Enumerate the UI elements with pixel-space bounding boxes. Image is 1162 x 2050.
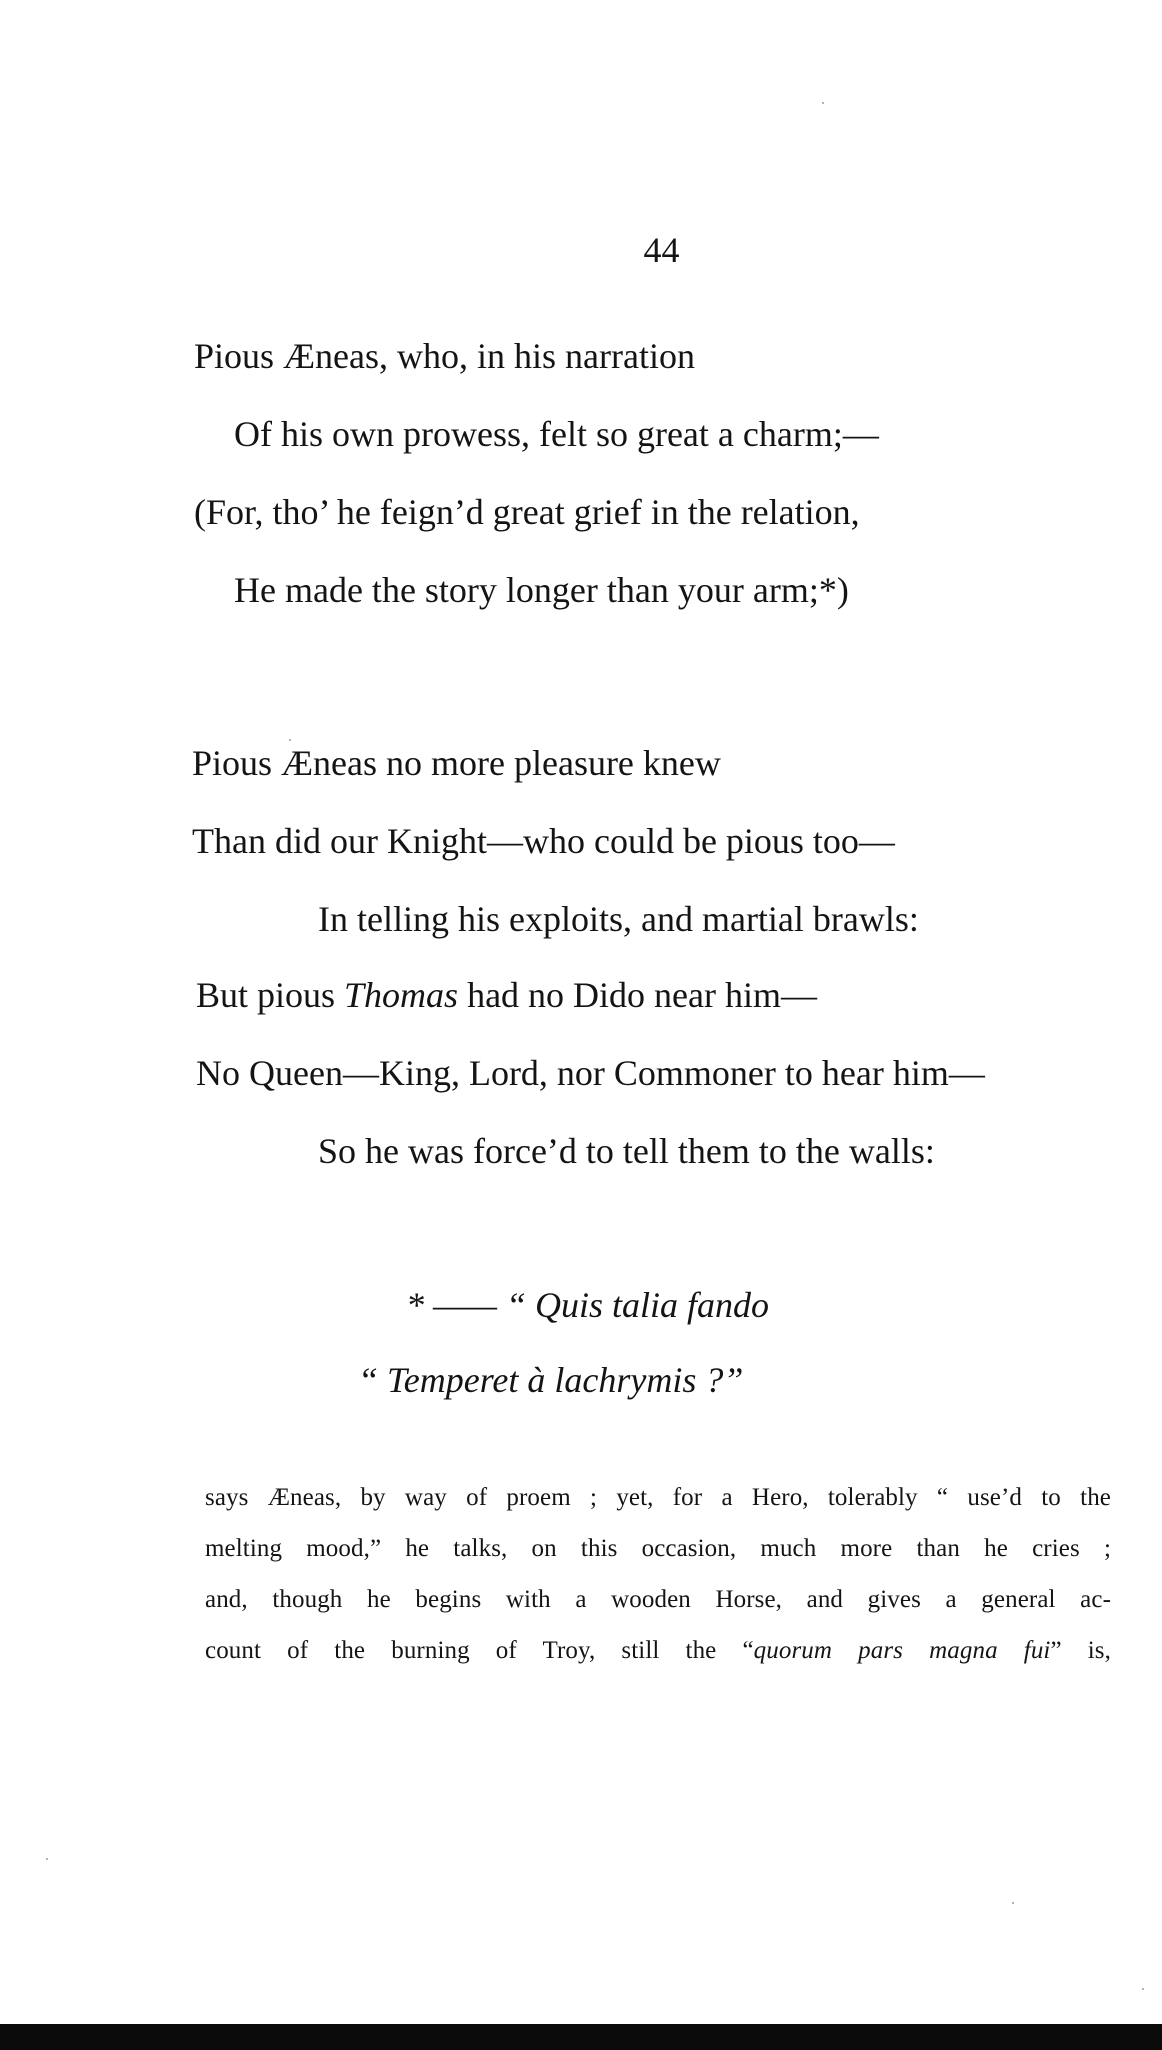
line4-text-before: But pious — [196, 975, 345, 1015]
quorum-italic: quorum pars magna fui — [753, 1637, 1051, 1664]
stanza1-line1: Pious Æneas, who, in his narration — [194, 336, 695, 376]
note4-text-before: count of the burning of Troy, still the “ — [205, 1637, 754, 1664]
line4-text-after: had no Dido near him— — [458, 975, 817, 1015]
footnote-quote-line1: * —— “ Quis talia fando — [406, 1285, 770, 1325]
footnote-text-line3: and, though he begins with a wooden Horse, and gives a general ac- — [205, 1586, 1111, 1613]
stanza2-line1: Pious Æneas no more pleasure knew — [192, 743, 721, 783]
footnote-text-line1: says Æneas, by way of proem ; yet, for a Hero, tolerably “ use’d to the — [205, 1484, 1111, 1511]
stanza2-line3: In telling his exploits, and martial brawls: — [318, 899, 919, 939]
footnote-quote-line2: “ Temperet à lachrymis ?” — [358, 1360, 744, 1400]
stanza2-line2: Than did our Knight—who could be pious too— — [192, 821, 895, 861]
footnote-text-line2: melting mood,” he talks, on this occasion, much more than he cries ; — [205, 1535, 1111, 1562]
note4-text-after: ” is, — [1050, 1637, 1111, 1664]
scan-speck — [1012, 1902, 1014, 1904]
stanza1-line2: Of his own prowess, felt so great a charm;— — [234, 414, 879, 454]
stanza2-line6: So he was force’d to tell them to the walls: — [318, 1131, 935, 1171]
stanza2-line4 — [196, 973, 817, 1017]
scan-speck — [1142, 1988, 1144, 1990]
scan-speck — [822, 102, 824, 104]
stanza1-line3: (For, tho’ he feign’d great grief in the relation, — [194, 492, 860, 532]
page-number: 44 — [643, 230, 680, 270]
scan-speck — [46, 1858, 48, 1860]
stanza1-line4: He made the story longer than your arm;*) — [234, 570, 849, 610]
stanza2-line5: No Queen—King, Lord, nor Commoner to hear him— — [196, 1053, 985, 1093]
scan-speck — [289, 739, 291, 741]
scan-bottom-edge — [0, 2024, 1162, 2050]
footnote-text-line4 — [205, 1634, 1111, 1668]
thomas-italic: Thomas — [344, 975, 459, 1015]
